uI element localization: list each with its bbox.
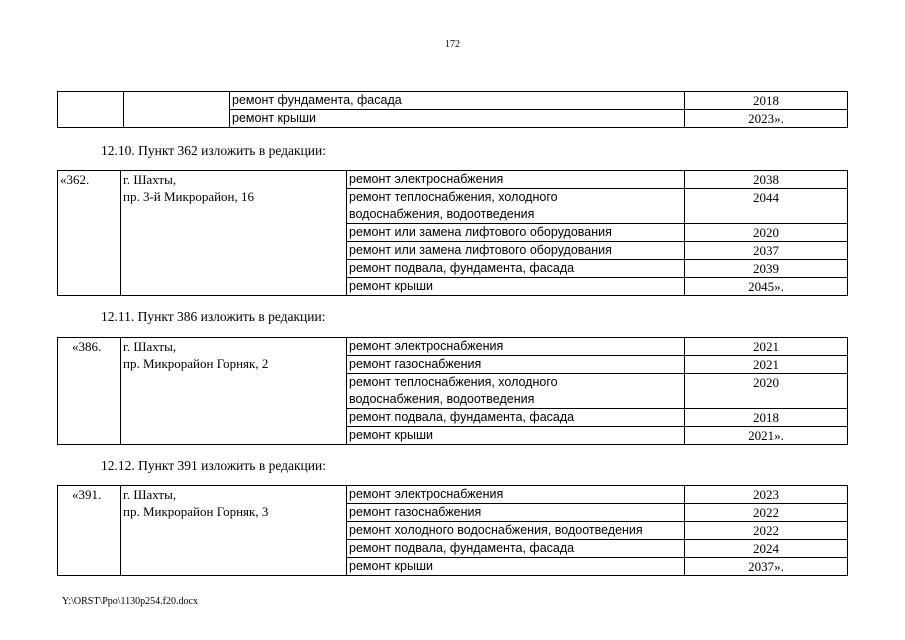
- address-city: г. Шахты,: [123, 339, 177, 354]
- item-number: «386.: [58, 338, 121, 445]
- table-row: [58, 338, 848, 356]
- work-cell: ремонт подвала, фундамента, фасада: [347, 260, 685, 278]
- work-cell: [347, 374, 685, 409]
- work-cell: ремонт или замена лифтового оборудования: [347, 224, 685, 242]
- year-cell: 2020: [685, 224, 848, 242]
- number-cell: [58, 92, 124, 128]
- year-cell: 2018: [685, 409, 848, 427]
- work-cell: ремонт крыши: [347, 558, 685, 576]
- year-cell: 2020: [685, 374, 848, 409]
- work-cell: ремонт газоснабжения: [347, 356, 685, 374]
- footer-file-path: Y:\ORST\Ppo\1130p254.f20.docx: [62, 596, 198, 607]
- address-street: пр. 3-й Микрорайон, 16: [123, 189, 255, 204]
- year-cell: 2021: [685, 356, 848, 374]
- year-cell: 2038: [685, 171, 848, 189]
- address-city: г. Шахты,: [123, 487, 177, 502]
- year-cell: 2037».: [685, 558, 848, 576]
- section-heading: 12.11. Пункт 386 изложить в редакции:: [101, 309, 326, 324]
- work-cell: ремонт холодного водоснабжения, водоотведения: [347, 522, 685, 540]
- table-row: [58, 486, 848, 504]
- work-cell: ремонт крыши: [230, 110, 685, 128]
- table-section-386: [57, 337, 848, 445]
- table-section-362: [57, 170, 848, 296]
- table-row: [58, 92, 848, 110]
- work-cell: ремонт подвала, фундамента, фасада: [347, 540, 685, 558]
- address-street: пр. Микрорайон Горняк, 3: [123, 504, 269, 519]
- year-cell: 2039: [685, 260, 848, 278]
- work-cell: [347, 189, 685, 224]
- work-cell: ремонт газоснабжения: [347, 504, 685, 522]
- work-cell: ремонт подвала, фундамента, фасада: [347, 409, 685, 427]
- section-heading: 12.12. Пункт 391 изложить в редакции:: [101, 458, 326, 473]
- item-number: «362.: [58, 171, 121, 296]
- work-line: водоснабжения, водоотведения: [349, 392, 535, 406]
- work-line: водоснабжения, водоотведения: [349, 207, 535, 221]
- work-cell: ремонт крыши: [347, 427, 685, 445]
- year-cell: 2044: [685, 189, 848, 224]
- work-line: ремонт теплоснабжения, холодного: [349, 190, 558, 204]
- address-city: г. Шахты,: [123, 172, 177, 187]
- table-row: [58, 171, 848, 189]
- address-street: пр. Микрорайон Горняк, 2: [123, 356, 269, 371]
- table-section-391: [57, 485, 848, 576]
- address-cell: [124, 92, 230, 128]
- work-cell: ремонт электроснабжения: [347, 338, 685, 356]
- year-cell: 2021».: [685, 427, 848, 445]
- page-number: 172: [445, 39, 460, 50]
- year-cell: 2024: [685, 540, 848, 558]
- year-cell: 2037: [685, 242, 848, 260]
- work-cell: ремонт крыши: [347, 278, 685, 296]
- address-cell: [121, 171, 347, 296]
- year-cell: 2022: [685, 522, 848, 540]
- address-cell: [121, 486, 347, 576]
- year-cell: 2023: [685, 486, 848, 504]
- work-cell: ремонт электроснабжения: [347, 171, 685, 189]
- year-cell: 2018: [685, 92, 848, 110]
- work-cell: ремонт фундамента, фасада: [230, 92, 685, 110]
- address-cell: [121, 338, 347, 445]
- year-cell: 2023».: [685, 110, 848, 128]
- year-cell: 2022: [685, 504, 848, 522]
- work-cell: ремонт или замена лифтового оборудования: [347, 242, 685, 260]
- year-cell: 2021: [685, 338, 848, 356]
- item-number: «391.: [58, 486, 121, 576]
- section-heading: 12.10. Пункт 362 изложить в редакции:: [101, 143, 326, 158]
- table-top: [57, 91, 848, 128]
- year-cell: 2045».: [685, 278, 848, 296]
- work-line: ремонт теплоснабжения, холодного: [349, 375, 558, 389]
- work-cell: ремонт электроснабжения: [347, 486, 685, 504]
